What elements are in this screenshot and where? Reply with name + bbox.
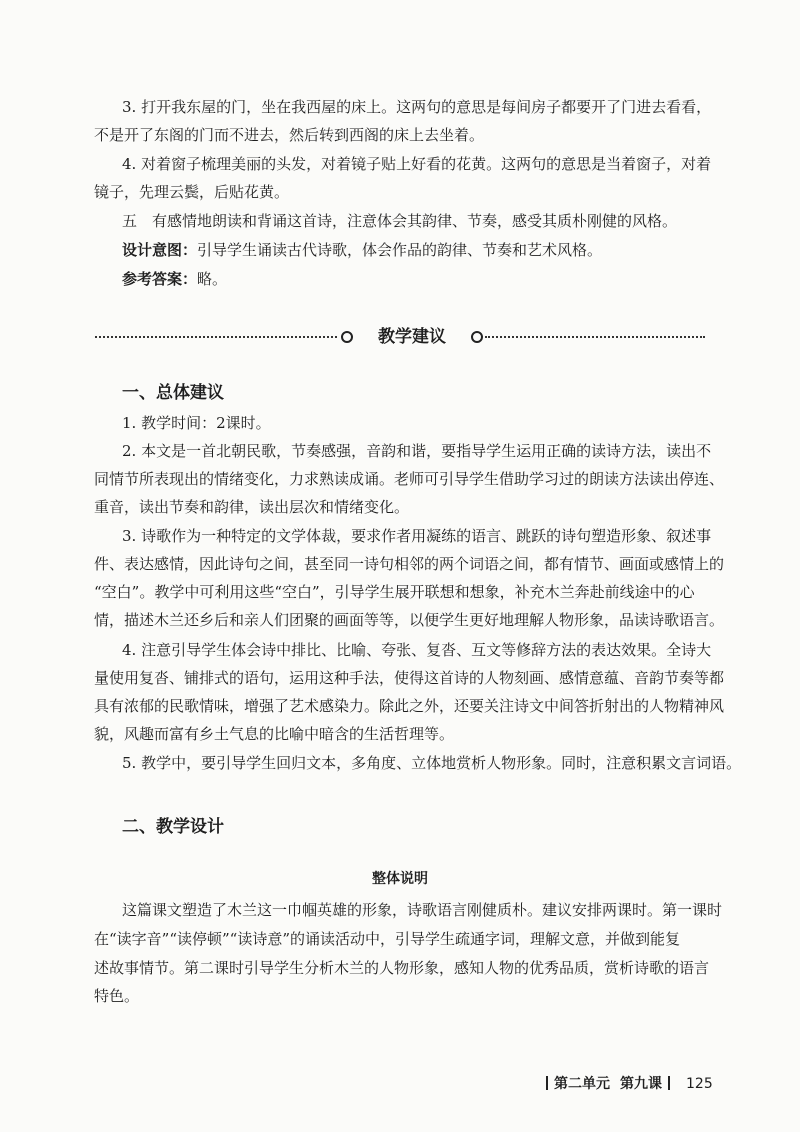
exercise-five: 五 有感情地朗读和背诵这首诗，注意体会其韵律、节奏，感受其质朴刚健的风格。 — [122, 212, 678, 230]
paragraph-line: 貌，风趣而富有乡土气息的比喻中暗含的生活哲理等。 — [94, 725, 455, 743]
circle-ornament-icon — [341, 331, 353, 343]
paragraph-line: 在“读字音”“读停顿”“读诗意”的诵读活动中，引导学生疏通字词，理解文意，并做到能复 — [94, 930, 681, 948]
design-intent-label: 设计意图： — [122, 241, 198, 259]
dotted-rule-left — [95, 336, 337, 338]
paragraph-line: 4. 注意引导学生体会诗中排比、比喻、夸张、复沓、互文等修辞方法的表达效果。全诗大 — [122, 641, 712, 659]
paragraph-line: 镜子，先理云鬓，后贴花黄。 — [94, 183, 290, 201]
reference-answer-label: 参考答案： — [122, 270, 198, 288]
design-intent-text: 引导学生诵读古代诗歌，体会作品的韵律、节奏和艺术风格。 — [197, 241, 603, 259]
page-number: 125 — [686, 1076, 713, 1092]
divider-title: 教学建议 — [378, 327, 446, 347]
paragraph-line: 具有浓郁的民歌情味，增强了艺术感染力。除此之外，还要关注诗文中间答折射出的人物精神风 — [94, 697, 725, 715]
paragraph-line: 1. 教学时间：2课时。 — [122, 414, 271, 432]
paragraph-line: 不是开了东阁的门而不进去，然后转到西阁的床上去坐着。 — [94, 126, 485, 144]
footer-separator — [546, 1076, 548, 1090]
paragraph-line: 这篇课文塑造了木兰这一巾帼英雄的形象，诗歌语言刚健质朴。建议安排两课时。第一课时 — [122, 901, 723, 919]
paragraph-line: 重音，读出节奏和韵律，读出层次和情绪变化。 — [94, 498, 410, 516]
paragraph-line: 4. 对着窗子梳理美丽的头发，对着镜子贴上好看的花黄。这两句的意思是当着窗子，对着 — [122, 155, 712, 173]
dotted-rule-right — [485, 336, 705, 338]
section-heading: 二、教学设计 — [122, 817, 224, 837]
paragraph-line: 量使用复沓、铺排式的语句，运用这种手法，使得这首诗的人物刻画、感情意蕴、音韵节奏等都 — [94, 669, 725, 687]
paragraph-line: 情，描述木兰还乡后和亲人们团聚的画面等等，以便学生更好地理解人物形象，品读诗歌语言。 — [94, 611, 725, 629]
section-divider — [95, 326, 705, 348]
paragraph-line: 5. 教学中，要引导学生回归文本，多角度、立体地赏析人物形象。同时，注意积累文言词语。 — [122, 754, 742, 772]
footer-lesson: 第九课 — [620, 1076, 662, 1092]
reference-answer — [122, 268, 227, 290]
paragraph-line: 特色。 — [94, 987, 140, 1005]
paragraph-line: 件、表达感情，因此诗句之间，甚至同一诗句相邻的两个词语之间，都有情节、画面或感情上的 — [94, 555, 725, 573]
footer-unit: 第二单元 — [554, 1076, 610, 1092]
page-footer — [540, 1073, 713, 1093]
design-intent — [122, 239, 602, 261]
circle-ornament-icon — [471, 331, 483, 343]
paragraph-line: 3. 诗歌作为一种特定的文学体裁，要求作者用凝练的语言、跳跃的诗句塑造形象、叙述事 — [122, 527, 712, 545]
paragraph-line: “空白”。教学中可利用这些“空白”，引导学生展开联想和想象，补充木兰奔赴前线途中的心 — [94, 583, 695, 601]
paragraph-line: 同情节所表现出的情绪变化，力求熟读成诵。老师可引导学生借助学习过的朗读方法读出停连、 — [94, 470, 725, 488]
section-heading: 一、总体建议 — [122, 383, 224, 403]
reference-answer-text: 略。 — [197, 270, 228, 288]
footer-separator — [668, 1076, 670, 1090]
paragraph-line: 3. 打开我东屋的门，坐在我西屋的床上。这两句的意思是每间房子都要开了门进去看看， — [122, 98, 712, 116]
paragraph-line: 述故事情节。第二课时引导学生分析木兰的人物形象，感知人物的优秀品质，赏析诗歌的语言 — [94, 959, 710, 977]
paragraph-line: 2. 本文是一首北朝民歌，节奏感强，音韵和谐，要指导学生运用正确的读诗方法，读出不 — [122, 442, 712, 460]
subsection-title: 整体说明 — [372, 871, 428, 887]
